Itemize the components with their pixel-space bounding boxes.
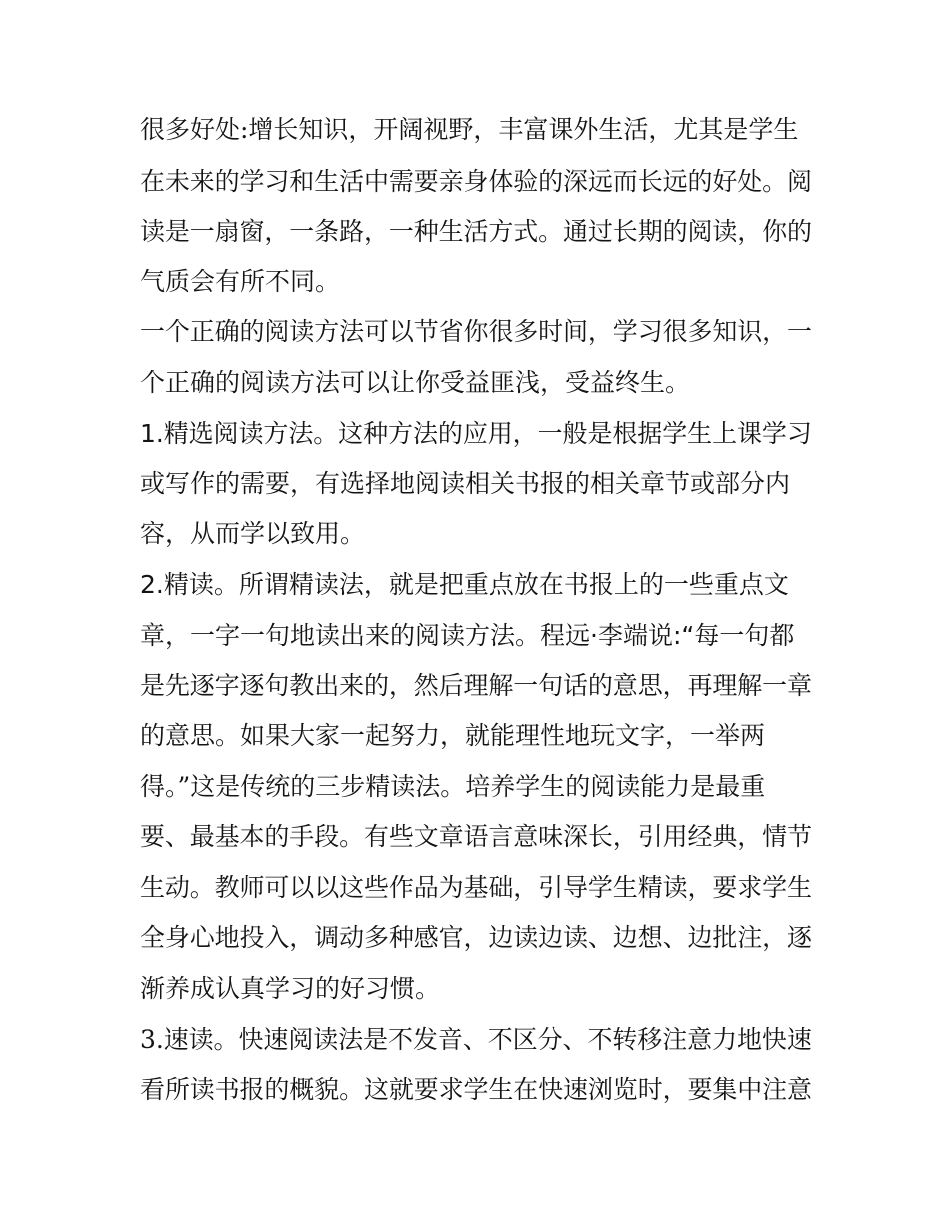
text-line: 全身心地投入，调动多种感官，边读边读、边想、边批注，逐 [140, 923, 812, 952]
text-line: 得。”这是传统的三步精读法。培养学生的阅读能力是最重 [140, 772, 766, 801]
text-line: 个正确的阅读方法可以让你受益匪浅，受益终生。 [140, 368, 691, 397]
text-line: 或写作的需要，有选择地阅读相关书报的相关章节或部分内 [140, 469, 791, 498]
text-line: 在未来的学习和生活中需要亲身体验的深远而长远的好处。阅 [140, 167, 812, 196]
text-line: 是先逐字逐句教出来的，然后理解一句话的意思，再理解一章 [140, 671, 812, 700]
text-line: 章，一字一句地读出来的阅读方法。程远·李端说:“每一句都 [140, 621, 795, 650]
text-line: 容，从而学以致用。 [140, 519, 366, 548]
text-line: 生动。教师可以以这些作品为基础，引导学生精读，要求学生 [140, 873, 812, 902]
text-line: 看所读书报的概貌。这就要求学生在快速浏览时，要集中注意 [140, 1075, 812, 1104]
text-line: 的意思。如果大家一起努力，就能理性地玩文字，一举两 [140, 721, 766, 750]
text-line: 读是一扇窗，一条路，一种生活方式。通过长期的阅读，你的 [140, 217, 812, 246]
text-line: 1.精选阅读方法。这种方法的应用，一般是根据学生上课学习 [140, 419, 812, 448]
text-line: 2.精读。所谓精读法，就是把重点放在书报上的一些重点文 [140, 570, 789, 599]
text-line: 3.速读。快速阅读法是不发音、不区分、不转移注意力地快速 [140, 1025, 812, 1054]
text-line: 气质会有所不同。 [140, 267, 341, 296]
text-line: 渐养成认真学习的好习惯。 [140, 974, 441, 1003]
text-line: 很多好处:增长知识，开阔视野，丰富课外生活，尤其是学生 [140, 115, 799, 144]
text-line: 一个正确的阅读方法可以节省你很多时间，学习很多知识，一 [140, 317, 812, 346]
text-line: 要、最基本的手段。有些文章语言意味深长，引用经典，情节 [140, 822, 812, 851]
